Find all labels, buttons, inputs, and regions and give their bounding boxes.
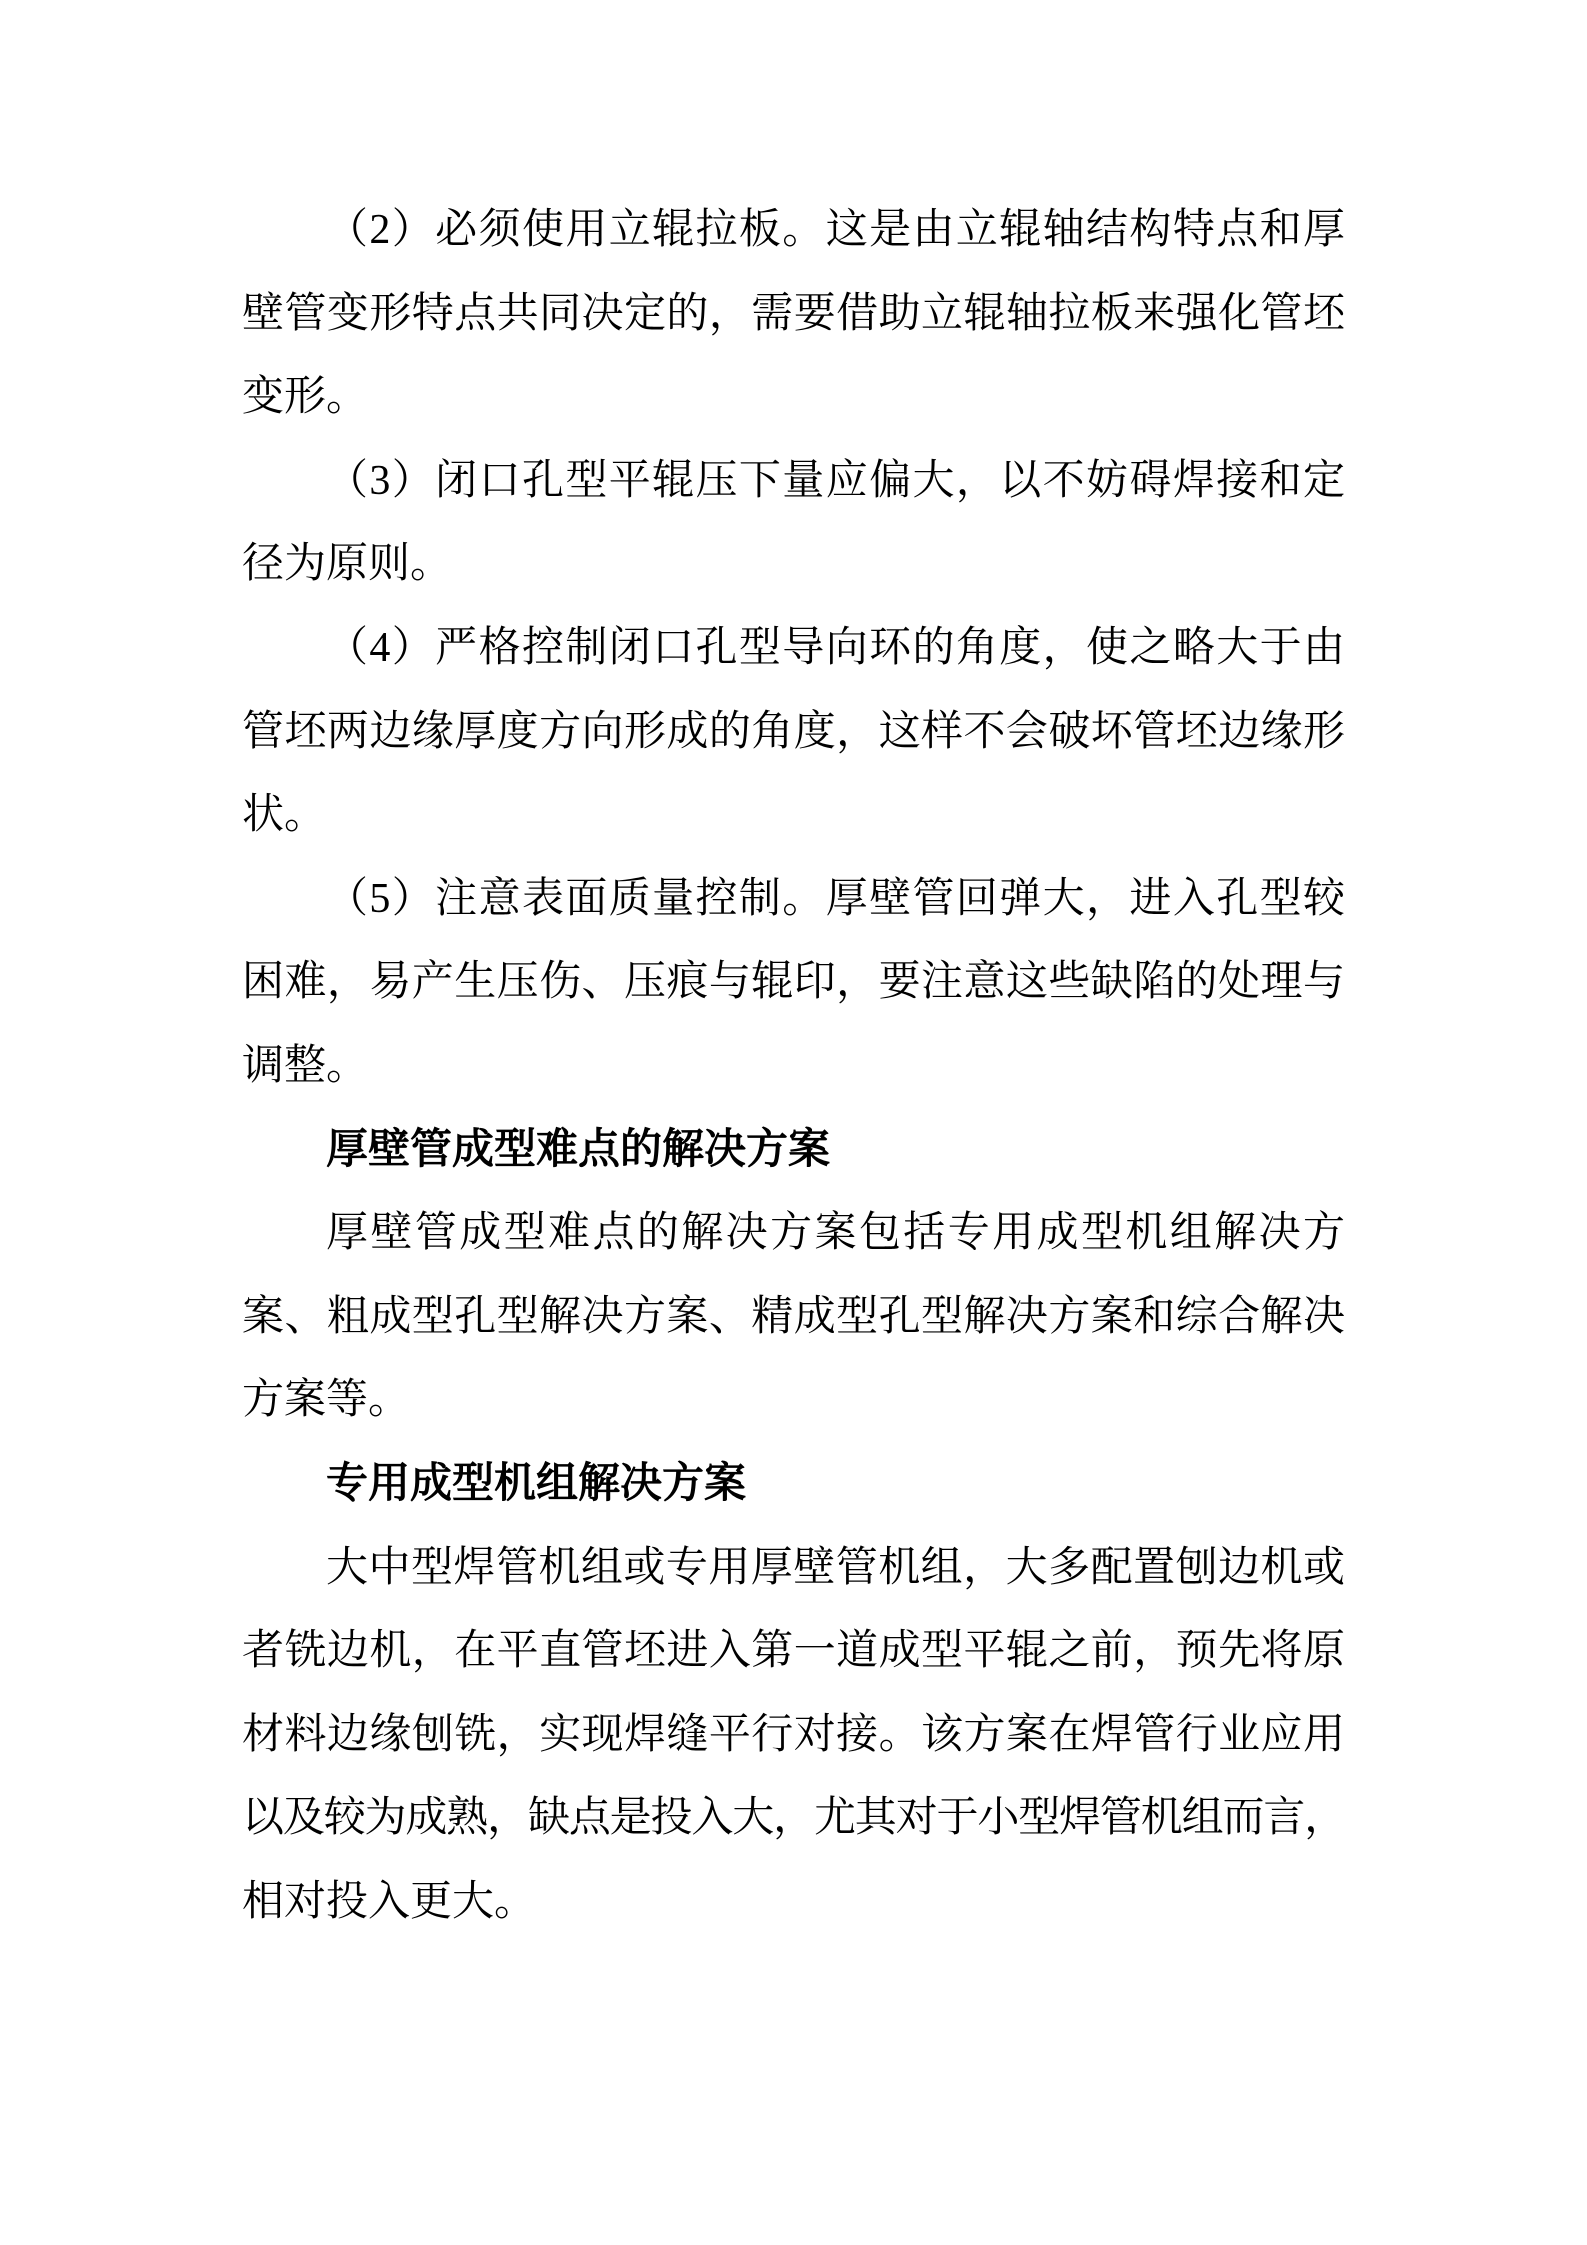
text-line: 案、粗成型孔型解决方案、精成型孔型解决方案和综合解决 [242,1293,1345,1340]
text-line: 变形。 [242,374,369,421]
text-line: 方案等。 [242,1377,411,1424]
text-line: 径为原则。 [242,541,453,588]
text-line: （5）注意表面质量控制。厚壁管回弹大，进入孔型较 [326,875,1345,922]
text-line: 以及较为成熟，缺点是投入大，尤其对于小型焊管机组而言， [242,1795,1345,1842]
text-line: 状。 [242,792,327,839]
heading-line: 专用成型机组解决方案 [326,1460,747,1507]
text-line: 者铣边机，在平直管坯进入第一道成型平辊之前，预先将原 [242,1628,1345,1675]
text-line: 材料边缘刨铣，实现焊缝平行对接。该方案在焊管行业应用 [242,1711,1345,1758]
text-line: 厚壁管成型难点的解决方案包括专用成型机组解决方 [326,1210,1345,1257]
text-line: 壁管变形特点共同决定的，需要借助立辊轴拉板来强化管坯 [242,290,1345,337]
heading-line: 厚壁管成型难点的解决方案 [326,1126,831,1173]
text-line: 调整。 [242,1042,369,1089]
text-line: 管坯两边缘厚度方向形成的角度，这样不会破坏管坯边缘形 [242,708,1345,755]
text-line: （3）闭口孔型平辊压下量应偏大，以不妨碍焊接和定 [326,457,1345,504]
text-line: （4）严格控制闭口孔型导向环的角度，使之略大于由 [326,624,1345,671]
text-block [242,189,1345,1944]
text-line: （2）必须使用立辊拉板。这是由立辊轴结构特点和厚 [326,207,1345,253]
text-line: 困难，易产生压伤、压痕与辊印，要注意这些缺陷的处理与 [242,959,1345,1006]
text-line: 相对投入更大。 [242,1878,537,1925]
text-line: 大中型焊管机组或专用厚壁管机组，大多配置刨边机或 [326,1544,1345,1591]
